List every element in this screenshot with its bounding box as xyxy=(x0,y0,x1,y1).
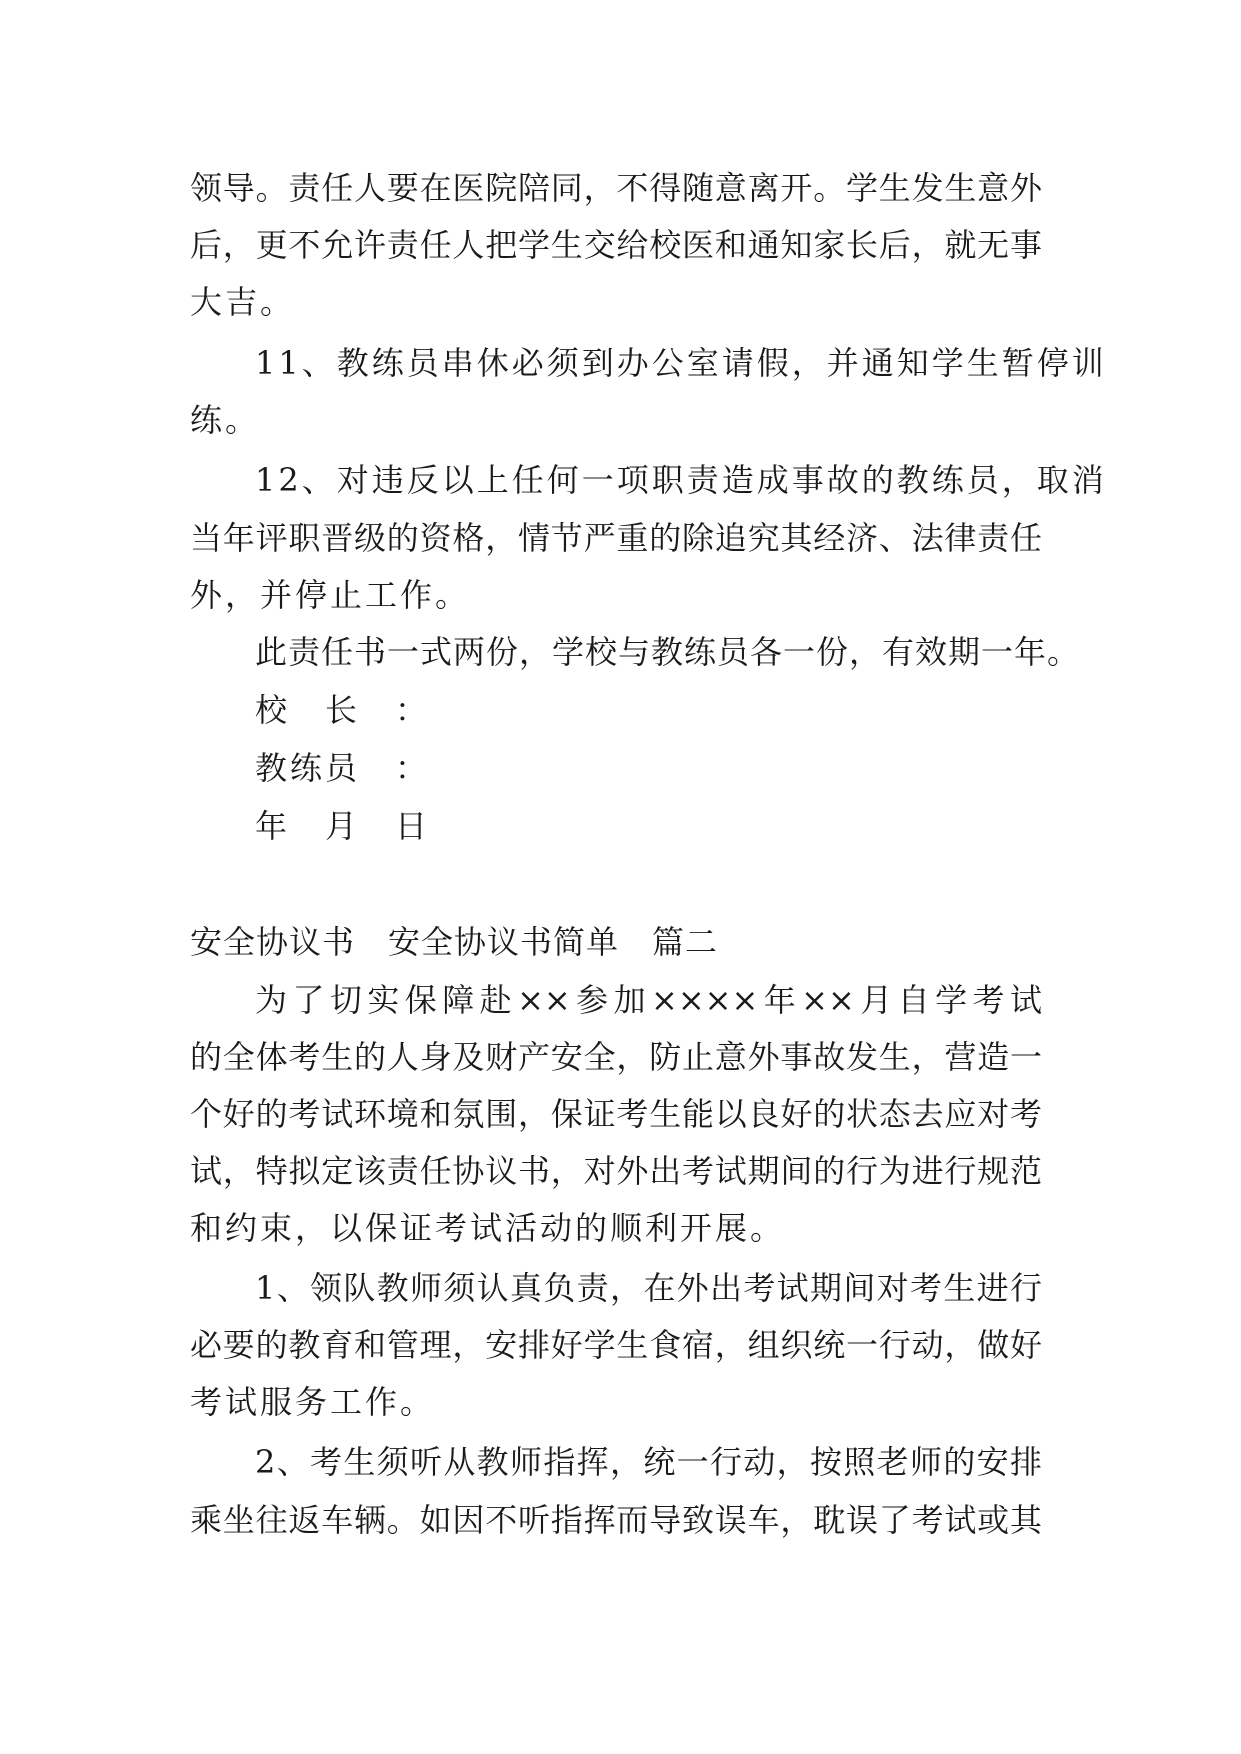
body-line: 试，特拟定该责任协议书，对外出考试期间的行为进行规范 xyxy=(190,1152,1042,1190)
body-line: 大吉。 xyxy=(190,283,296,321)
clause-1: 1、领队教师须认真负责，在外出考试期间对考生进行 xyxy=(255,1269,1042,1307)
body-line: 必要的教育和管理，安排好学生食宿，组织统一行动，做好 xyxy=(190,1326,1042,1364)
section-heading: 安全协议书 安全协议书简单 篇二 xyxy=(190,923,719,961)
principal-signature-line: 校 长 ： xyxy=(255,691,431,729)
body-line: 的全体考生的人身及财产安全，防止意外事故发生，营造一 xyxy=(190,1038,1042,1076)
body-line: 后，更不允许责任人把学生交给校医和通知家长后，就无事 xyxy=(190,226,1042,264)
body-line: 练。 xyxy=(190,401,261,439)
coach-signature-line: 教练员 ： xyxy=(255,749,431,787)
body-line: 乘坐往返车辆。如因不听指挥而导致误车，耽误了考试或其 xyxy=(190,1501,1042,1539)
body-line: 考试服务工作。 xyxy=(190,1383,436,1421)
copies-statement: 此责任书一式两份，学校与教练员各一份，有效期一年。 xyxy=(255,633,1081,671)
date-line: 年 月 日 xyxy=(255,807,431,845)
body-line: 和约束，以保证考试活动的顺利开展。 xyxy=(190,1209,786,1247)
intro-line: 为了切实保障赴××参加××××年××月自学考试 xyxy=(255,981,1042,1019)
body-line: 个好的考试环境和氛围，保证考生能以良好的状态去应对考 xyxy=(190,1095,1042,1133)
body-line: 领导。责任人要在医院陪同，不得随意离开。学生发生意外 xyxy=(190,169,1042,207)
clause-2: 2、考生须听从教师指挥，统一行动，按照老师的安排 xyxy=(255,1443,1042,1481)
body-line: 外，并停止工作。 xyxy=(190,576,471,614)
clause-11: 11、教练员串休必须到办公室请假，并通知学生暂停训 xyxy=(255,344,1107,382)
clause-12: 12、对违反以上任何一项职责造成事故的教练员，取消 xyxy=(255,461,1107,499)
body-line: 当年评职晋级的资格，情节严重的除追究其经济、法律责任 xyxy=(190,519,1042,557)
